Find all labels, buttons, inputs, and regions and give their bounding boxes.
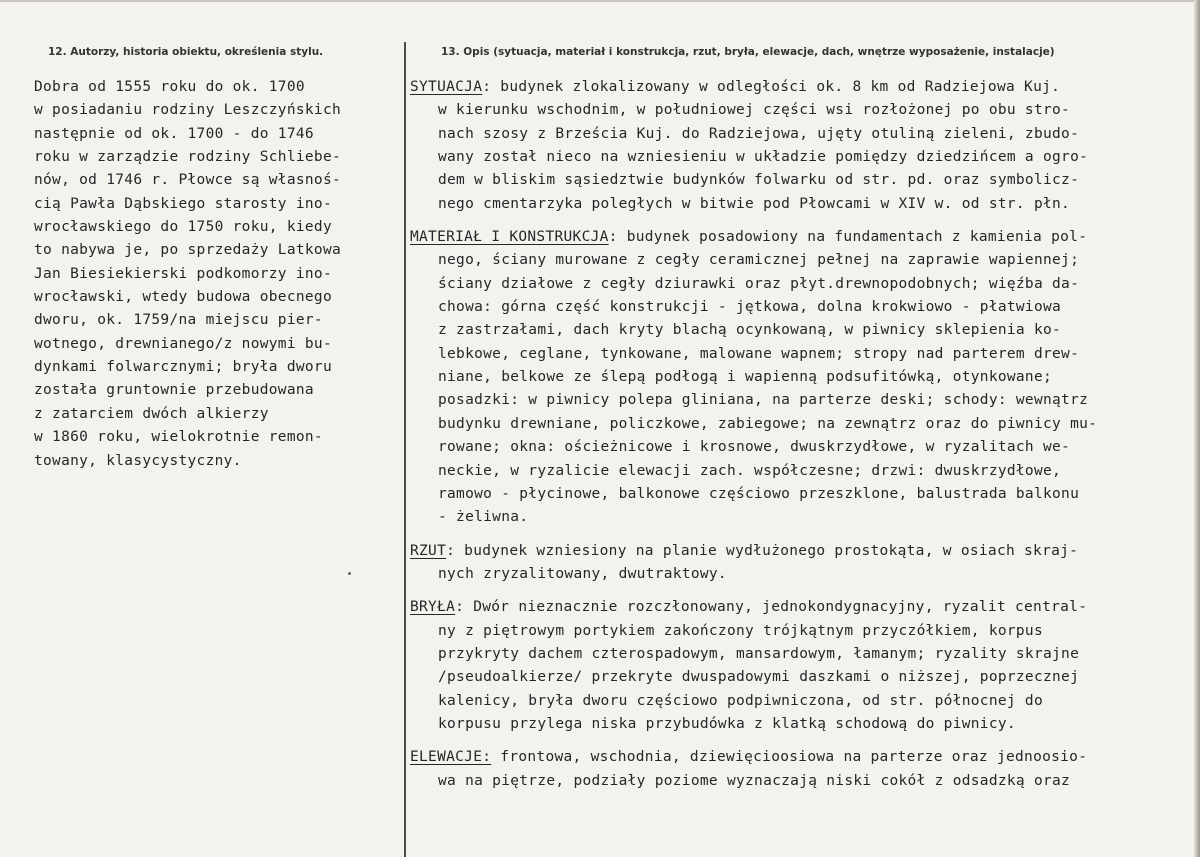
history-line: wrocławski, wtedy budowa obecnego	[34, 289, 332, 306]
section-label: RZUT	[410, 542, 447, 559]
section-first-line	[410, 540, 1190, 563]
section-line: neckie, w ryzalicie elewacji zach. współczesne; drzwi: dwuskrzydłowe,	[438, 462, 1062, 479]
section-line: nych zryzalitowany, dwutraktowy.	[438, 565, 727, 582]
description-heading: 13. Opis (sytuacja, materiał i konstrukcja, rzut, bryła, elewacje, dach, wnętrze wyposażenie, instalacje)	[441, 46, 1055, 58]
history-line: to nabywa je, po sprzedaży Latkowa	[34, 242, 342, 259]
section-line: nego, ściany murowane z cegły ceramicznej pełnej na zaprawie wapiennej;	[438, 252, 1080, 269]
section-text: : budynek zlokalizowany w odległości ok. 8 km od Radziejowa Kuj.	[482, 79, 1061, 95]
section-first-line	[410, 596, 1190, 619]
column-divider	[404, 42, 406, 857]
history-line: roku w zarządzie rodziny Schliebe-	[34, 149, 342, 166]
section-line: ny z piętrowym portykiem zakończony trójkątnym przyczółkiem, korpus	[438, 622, 1043, 639]
section-line: wa na piętrze, podziały poziome wyznaczają niski cokół z odsadzką oraz	[438, 772, 1071, 789]
section-line: lebkowe, ceglane, tynkowane, malowane wapnem; stropy nad parterem drew-	[438, 345, 1080, 362]
section-first-line	[410, 746, 1190, 769]
section-line: - żeliwna.	[438, 509, 529, 526]
history-line: nów, od 1746 r. Płowce są własnoś-	[34, 172, 342, 189]
section-text: : budynek wzniesiony na planie wydłużonego prostokąta, w osiach skraj-	[446, 542, 1079, 559]
history-line: została gruntownie przebudowana	[34, 382, 314, 399]
section-line: w kierunku wschodnim, w południowej części wsi rozłożonej po obu stro-	[438, 102, 1071, 119]
history-text	[34, 76, 394, 473]
section-label: MATERIAŁ I KONSTRUKCJA	[410, 229, 609, 246]
section-text: frontowa, wschodnia, dziewięcioosiowa na parterze oraz jednoosio-	[491, 749, 1088, 766]
section-label: BRYŁA	[410, 599, 456, 616]
history-line: dynkami folwarcznymi; bryła dworu	[34, 359, 332, 376]
history-line: cią Pawła Dąbskiego starosty ino-	[34, 195, 332, 212]
section-first-line	[410, 226, 1190, 249]
page-right-edge	[1194, 0, 1200, 857]
section-line: kalenicy, bryła dworu częściowo podpiwniczona, od str. północnej do	[438, 692, 1043, 709]
section-line: przykryty dachem czterospadowym, mansardowym, łamanym; ryzality skrajne	[438, 645, 1080, 662]
section-line: nach szosy z Brześcia Kuj. do Radziejowa, ujęty otuliną zieleni, zbudo-	[438, 125, 1080, 142]
history-line: dworu, ok. 1759/na miejscu pier-	[34, 312, 323, 329]
section-line: posadzki: w piwnicy polepa gliniana, na parterze deski; schody: wewnątrz	[438, 392, 1089, 409]
history-line: w posiadaniu rodziny Leszczyńskich	[34, 102, 342, 119]
section-label: ELEWACJE:	[410, 749, 492, 766]
section-line: chowa: górna część konstrukcji - jętkowa, dolna krokwiowo - płatwiowa	[438, 299, 1062, 316]
section-text: : Dwór nieznacznie rozczłonowany, jednokondygnacyjny, ryzalit central-	[455, 599, 1088, 616]
section-line: dem w bliskim sąsiedztwie budynków folwarku od str. pd. oraz symbolicz-	[438, 172, 1080, 189]
ink-speck	[348, 572, 351, 575]
section-line: ramowo - płycinowe, balkonowe częściowo przeszklone, balustrada balkonu	[438, 485, 1080, 502]
description-section	[410, 746, 1190, 793]
section-line: nego cmentarzyka poległych w bitwie pod Płowcami w XIV w. od str. płn.	[438, 195, 1071, 212]
section-first-line	[410, 76, 1190, 99]
section-line: korpusu przylega niska przybudówka z klatką schodową do piwnicy.	[438, 715, 1016, 732]
section-line: rowane; okna: ościeżnicowe i krosnowe, dwuskrzydłowe, w ryzalitach we-	[438, 439, 1071, 456]
description-section	[410, 76, 1190, 216]
description-section	[410, 596, 1190, 736]
history-line: następnie od ok. 1700 - do 1746	[34, 125, 314, 142]
section-text: : budynek posadowiony na fundamentach z kamienia pol-	[608, 229, 1088, 246]
section-line: ściany działowe z cegły dziurawki oraz płyt.drewnopodobnych; więźba da-	[438, 275, 1080, 292]
history-line: wrocławskiego do 1750 roku, kiedy	[34, 219, 332, 236]
history-line: wotnego, drewnianego/z nowymi bu-	[34, 335, 332, 352]
history-line: w 1860 roku, wielokrotnie remon-	[34, 429, 323, 446]
history-line: Dobra od 1555 roku do ok. 1700	[34, 79, 305, 95]
history-line: towany, klasycystyczny.	[34, 452, 242, 469]
section-line: /pseudoalkierze/ przekryte dwuspadowymi daszkami o niższej, poprzecznej	[438, 669, 1080, 686]
history-line: z zatarciem dwóch alkierzy	[34, 405, 269, 422]
description-text	[410, 76, 1190, 803]
section-line: budynku drewniane, policzkowe, zabiegowe; na zewnątrz oraz do piwnicy mu-	[438, 415, 1098, 432]
section-line: niane, belkowe ze ślepą podłogą i wapienną podsufitówką, otynkowane;	[438, 369, 1053, 386]
page-top-edge	[0, 0, 1200, 2]
section-line: wany został nieco na wzniesieniu w układzie pomiędzy dziedzińcem a ogro-	[438, 149, 1089, 166]
history-line: Jan Biesiekierski podkomorzy ino-	[34, 265, 332, 282]
description-section	[410, 540, 1190, 587]
history-heading: 12. Autorzy, historia obiektu, określenia stylu.	[48, 46, 324, 58]
description-section	[410, 226, 1190, 529]
section-label: SYTUACJA	[410, 79, 483, 95]
section-line: z zastrzałami, dach kryty blachą ocynkowaną, w piwnicy sklepienia ko-	[438, 322, 1062, 339]
